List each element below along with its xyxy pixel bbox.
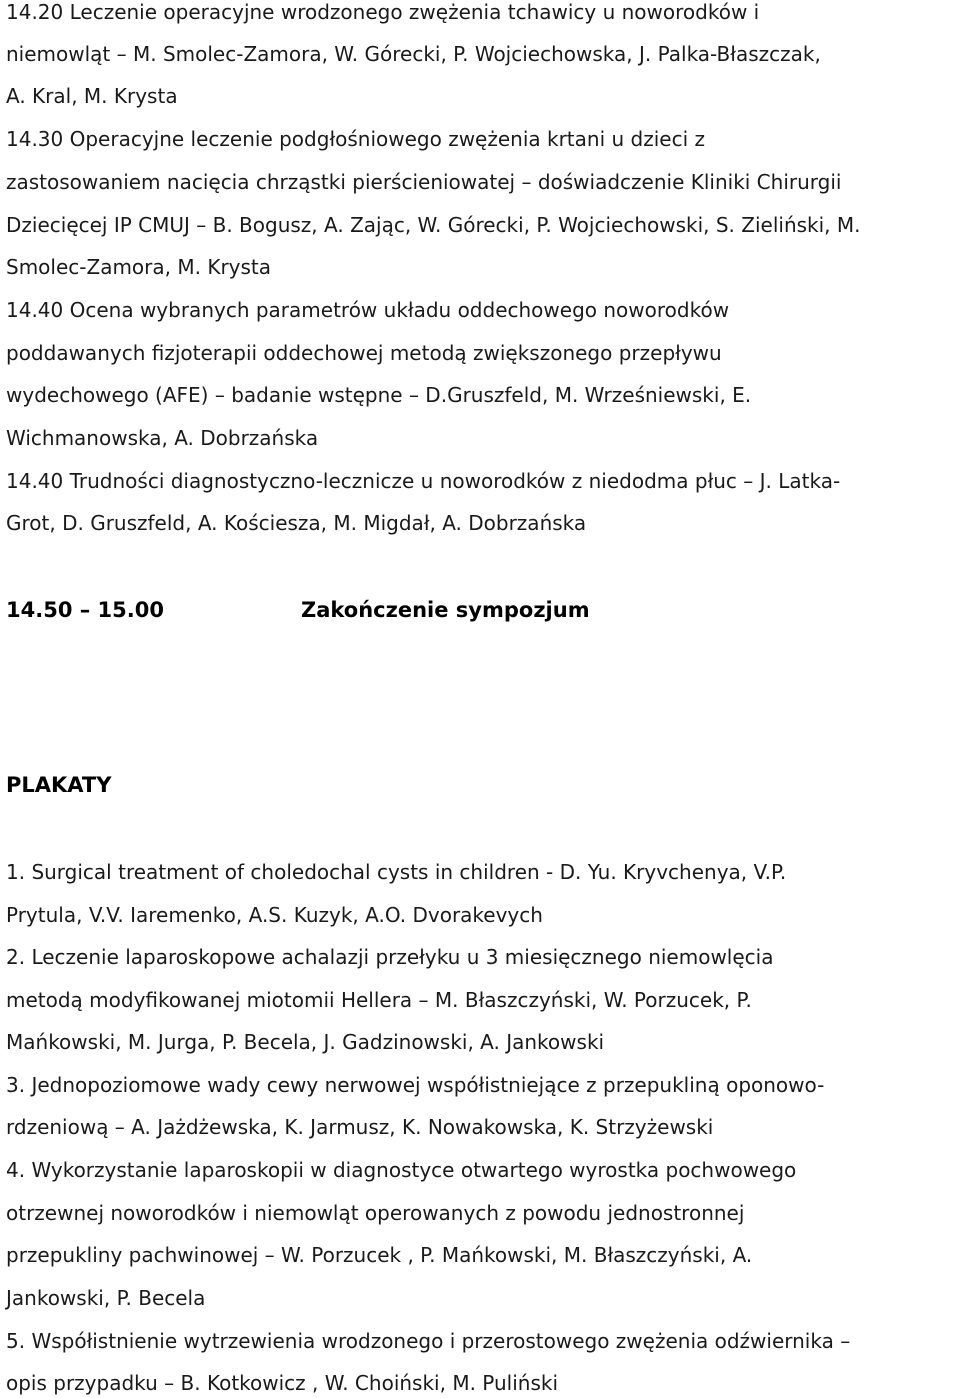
program-line-6: Dziecięcej IP CMUJ – B. Bogusz, A. Zając, W. Górecki, P. Wojciechowski, S. Zieliński, M.: [6, 213, 861, 237]
program-line-11: Wichmanowska, A. Dobrzańska: [6, 426, 319, 450]
posters-heading: PLAKATY: [6, 773, 112, 797]
poster-line-5: Mańkowski, M. Jurga, P. Becela, J. Gadzinowski, A. Jankowski: [6, 1030, 605, 1054]
poster-line-6: 3. Jednopoziomowe wady cewy nerwowej współistniejące z przepukliną oponowo-: [6, 1073, 825, 1097]
program-line-13: Grot, D. Gruszfeld, A. Kościesza, M. Migdał, A. Dobrzańska: [6, 511, 587, 535]
poster-line-10: przepukliny pachwinowej – W. Porzucek , P. Mańkowski, M. Błaszczyński, A.: [6, 1243, 753, 1267]
program-line-8: 14.40 Ocena wybranych parametrów układu oddechowego noworodków: [6, 298, 730, 322]
poster-line-9: otrzewnej noworodków i niemowląt operowanych z powodu jednostronnej: [6, 1201, 745, 1225]
program-line-2: niemowląt – M. Smolec-Zamora, W. Górecki, P. Wojciechowska, J. Palka-Błaszczak,: [6, 42, 821, 66]
poster-line-2: Prytula, V.V. Iaremenko, A.S. Kuzyk, A.O. Dvorakevych: [6, 903, 543, 927]
program-line-4: 14.30 Operacyjne leczenie podgłośniowego zwężenia krtani u dzieci z: [6, 127, 705, 151]
poster-line-7: rdzeniową – A. Jażdżewska, K. Jarmusz, K. Nowakowska, K. Strzyżewski: [6, 1115, 714, 1139]
poster-line-1: 1. Surgical treatment of choledochal cysts in children - D. Yu. Kryvchenya, V.P.: [6, 860, 787, 884]
program-line-7: Smolec-Zamora, M. Krysta: [6, 255, 272, 279]
poster-line-8: 4. Wykorzystanie laparoskopii w diagnostyce otwartego wyrostka pochwowego: [6, 1158, 797, 1182]
closing-title: Zakończenie sympozjum: [301, 598, 590, 622]
poster-line-4: metodą modyfikowanej miotomii Hellera – M. Błaszczyński, W. Porzucek, P.: [6, 988, 752, 1012]
poster-line-3: 2. Leczenie laparoskopowe achalazji przełyku u 3 miesięcznego niemowlęcia: [6, 945, 774, 969]
program-line-10: wydechowego (AFE) – badanie wstępne – D.Gruszfeld, M. Wrześniewski, E.: [6, 383, 752, 407]
program-line-12: 14.40 Trudności diagnostyczno-lecznicze u noworodków z niedodma płuc – J. Latka-: [6, 469, 841, 493]
poster-line-13: opis przypadku – B. Kotkowicz , W. Choiński, M. Puliński: [6, 1371, 559, 1395]
poster-line-12: 5. Współistnienie wytrzewienia wrodzonego i przerostowego zwężenia odźwiernika –: [6, 1329, 851, 1353]
program-line-1: 14.20 Leczenie operacyjne wrodzonego zwężenia tchawicy u noworodków i: [6, 0, 760, 24]
program-line-9: poddawanych fizjoterapii oddechowej metodą zwiększonego przepływu: [6, 341, 722, 365]
program-line-3: A. Kral, M. Krysta: [6, 84, 178, 108]
closing-time: 14.50 – 15.00: [6, 598, 164, 622]
poster-line-11: Jankowski, P. Becela: [6, 1286, 206, 1310]
program-line-5: zastosowaniem nacięcia chrząstki pierścieniowatej – doświadczenie Kliniki Chirurgii: [6, 170, 842, 194]
